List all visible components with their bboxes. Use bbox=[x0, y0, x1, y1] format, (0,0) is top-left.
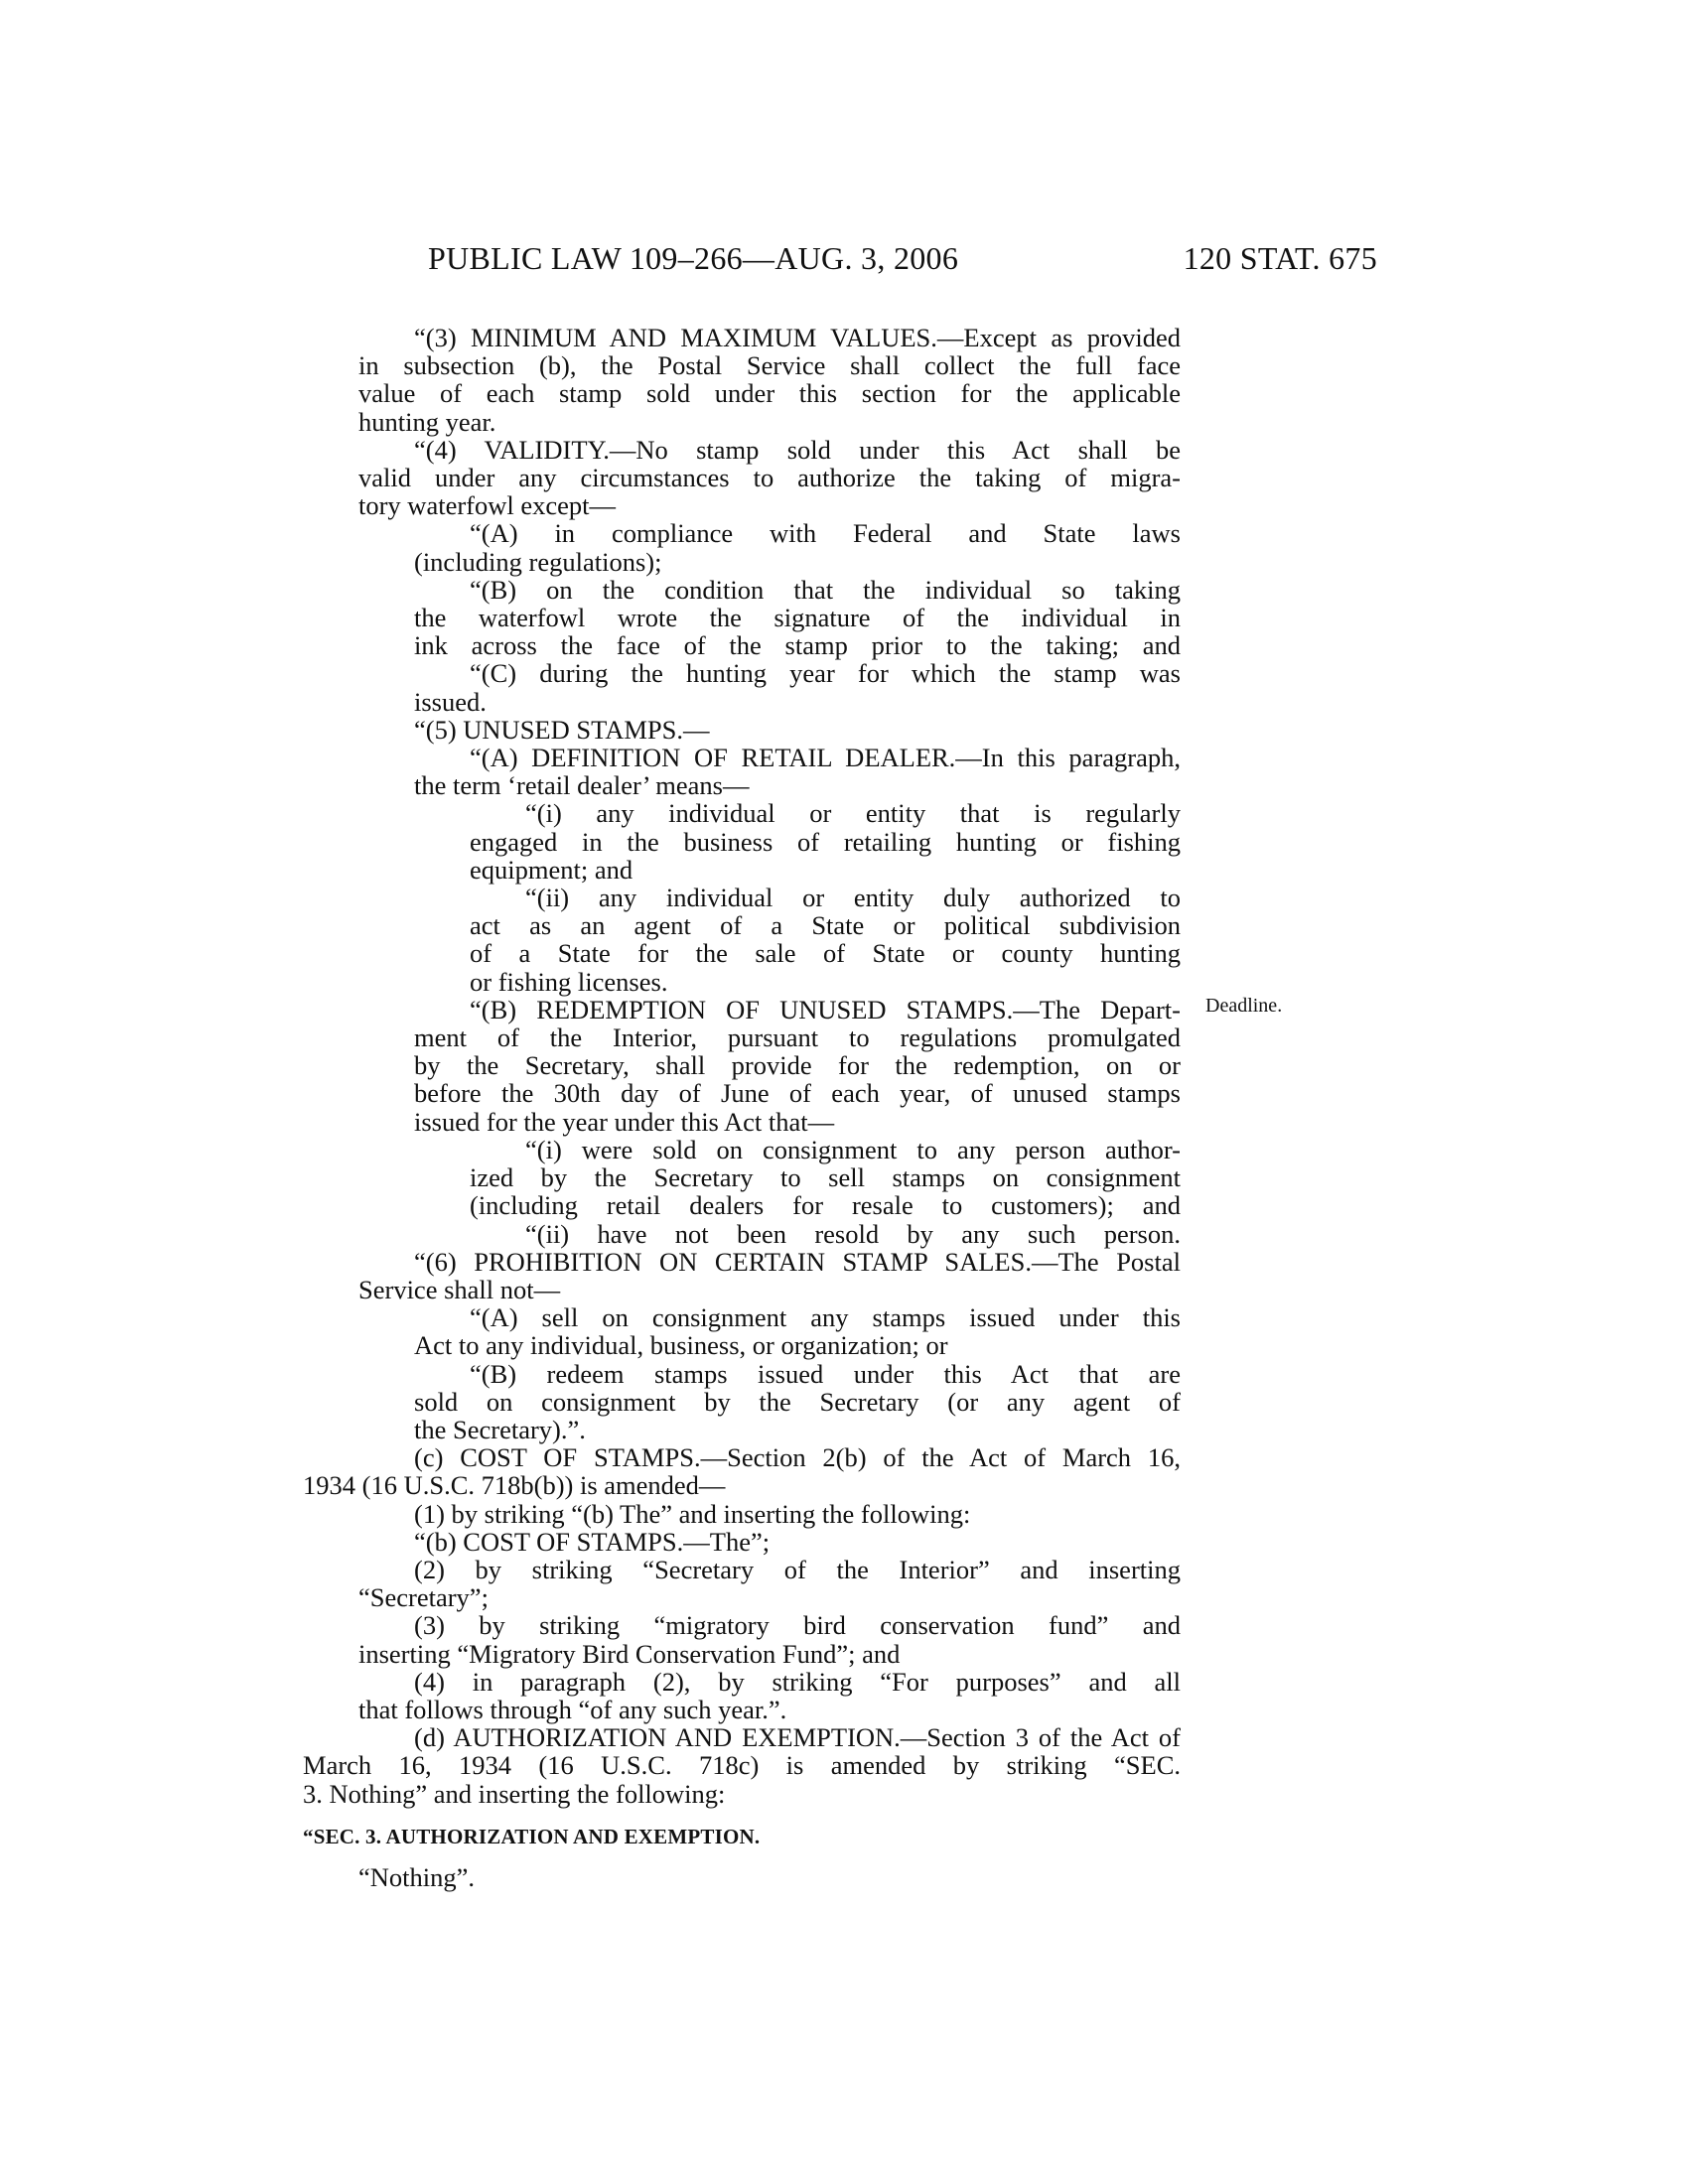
text-line: “(B) REDEMPTION OF UNUSED STAMPS.—The Depart- bbox=[470, 994, 1181, 1024]
text-line: “(B) on the condition that the individual so taking bbox=[470, 574, 1181, 605]
text-line: “(3) MINIMUM AND MAXIMUM VALUES.—Except as provided bbox=[414, 323, 1181, 352]
text-line: inserting “Migratory Bird Conservation Fund”; and bbox=[358, 1638, 901, 1669]
text-line: by the Secretary, shall provide for the redemption, on or bbox=[414, 1050, 1181, 1081]
text-line: in subsection (b), the Postal Service shall collect the full face bbox=[358, 350, 1181, 381]
text-line: (4) in paragraph (2), by striking “For purposes” and all bbox=[414, 1666, 1181, 1697]
text-line: “(b) COST OF STAMPS.—The”; bbox=[414, 1526, 771, 1557]
text-line: sold on consignment by the Secretary (or any agent of bbox=[414, 1386, 1181, 1417]
text-line: 3. Nothing” and inserting the following: bbox=[303, 1778, 726, 1809]
text-line: “(C) during the hunting year for which the stamp was bbox=[470, 658, 1181, 689]
text-line: (1) by striking “(b) The” and inserting the following: bbox=[414, 1498, 971, 1529]
text-line: Service shall not— bbox=[358, 1274, 561, 1304]
text-line: issued for the year under this Act that— bbox=[414, 1106, 835, 1137]
text-line: engaged in the business of retailing hunting or fishing bbox=[470, 826, 1181, 857]
text-line: Act to any individual, business, or organization; or bbox=[414, 1330, 948, 1361]
text-line: ink across the face of the stamp prior to the taking; and bbox=[414, 630, 1181, 661]
text-line: (including regulations); bbox=[414, 546, 662, 577]
text-line: “(A) DEFINITION OF RETAIL DEALER.—In this paragraph, bbox=[470, 743, 1181, 773]
text-line: (c) COST OF STAMPS.—Section 2(b) of the Act of March 16, bbox=[414, 1442, 1181, 1473]
text-line: the term ‘retail dealer’ means— bbox=[414, 770, 750, 801]
text-line: the Secretary).”. bbox=[414, 1414, 586, 1444]
text-line: issued. bbox=[414, 686, 487, 717]
text-line: “(A) in compliance with Federal and State laws bbox=[470, 518, 1181, 549]
text-line: “(ii) any individual or entity duly authorized to bbox=[525, 883, 1181, 913]
text-line: tory waterfowl except— bbox=[358, 490, 617, 521]
text-line: (3) by striking “migratory bird conservation fund” and bbox=[414, 1610, 1181, 1641]
text-line: “(i) any individual or entity that is regularly bbox=[525, 798, 1181, 829]
text-line: “(i) were sold on consignment to any person author- bbox=[525, 1134, 1181, 1164]
text-line: 1934 (16 U.S.C. 718b(b)) is amended— bbox=[303, 1470, 726, 1501]
text-line: “(ii) have not been resold by any such person. bbox=[525, 1218, 1181, 1249]
text-line: equipment; and bbox=[470, 854, 633, 885]
text-line: “(B) redeem stamps issued under this Act that are bbox=[470, 1358, 1181, 1389]
text-line: hunting year. bbox=[358, 406, 496, 437]
text-line: (2) by striking “Secretary of the Interior” and inserting bbox=[414, 1554, 1181, 1584]
text-line: value of each stamp sold under this section for the applicable bbox=[358, 378, 1181, 409]
text-line: ized by the Secretary to sell stamps on consignment bbox=[470, 1162, 1181, 1193]
text-line: valid under any circumstances to authorize the taking of migra- bbox=[358, 463, 1181, 493]
page-header bbox=[428, 240, 1377, 284]
text-line: (d) AUTHORIZATION AND EXEMPTION.—Section 3 of the Act of bbox=[414, 1722, 1181, 1753]
text-line: “Secretary”; bbox=[358, 1582, 489, 1613]
document-body bbox=[303, 324, 1181, 1808]
statute-page-number: 120 STAT. 675 bbox=[1183, 240, 1377, 276]
text-line: “(4) VALIDITY.—No stamp sold under this Act shall be bbox=[414, 434, 1181, 465]
text-line: ment of the Interior, pursuant to regulations promulgated bbox=[414, 1023, 1181, 1053]
text-line: act as an agent of a State or political subdivision bbox=[470, 910, 1181, 941]
running-head-title: PUBLIC LAW 109–266—AUG. 3, 2006 bbox=[428, 240, 959, 276]
text-line: the waterfowl wrote the signature of the individual in bbox=[414, 603, 1181, 633]
text-line: before the 30th day of June of each year, of unused stamps bbox=[414, 1078, 1181, 1109]
text-line: of a State for the sale of State or county hunting bbox=[470, 938, 1181, 969]
text-line: or fishing licenses. bbox=[470, 966, 668, 997]
text-line: “(A) sell on consignment any stamps issued under this bbox=[470, 1302, 1181, 1333]
margin-note: Deadline. bbox=[1205, 995, 1283, 1017]
text-line: “(5) UNUSED STAMPS.— bbox=[414, 714, 710, 745]
text-line: “(6) PROHIBITION ON CERTAIN STAMP SALES.—The Postal bbox=[414, 1246, 1181, 1277]
section-heading: “SEC. 3. AUTHORIZATION AND EXEMPTION. bbox=[303, 1825, 761, 1848]
text-line: March 16, 1934 (16 U.S.C. 718c) is amended by striking “SEC. bbox=[303, 1750, 1181, 1781]
text-line: (including retail dealers for resale to customers); and bbox=[470, 1190, 1181, 1221]
closing-text: “Nothing”. bbox=[358, 1862, 476, 1892]
text-line: that follows through “of any such year.”. bbox=[358, 1694, 787, 1724]
